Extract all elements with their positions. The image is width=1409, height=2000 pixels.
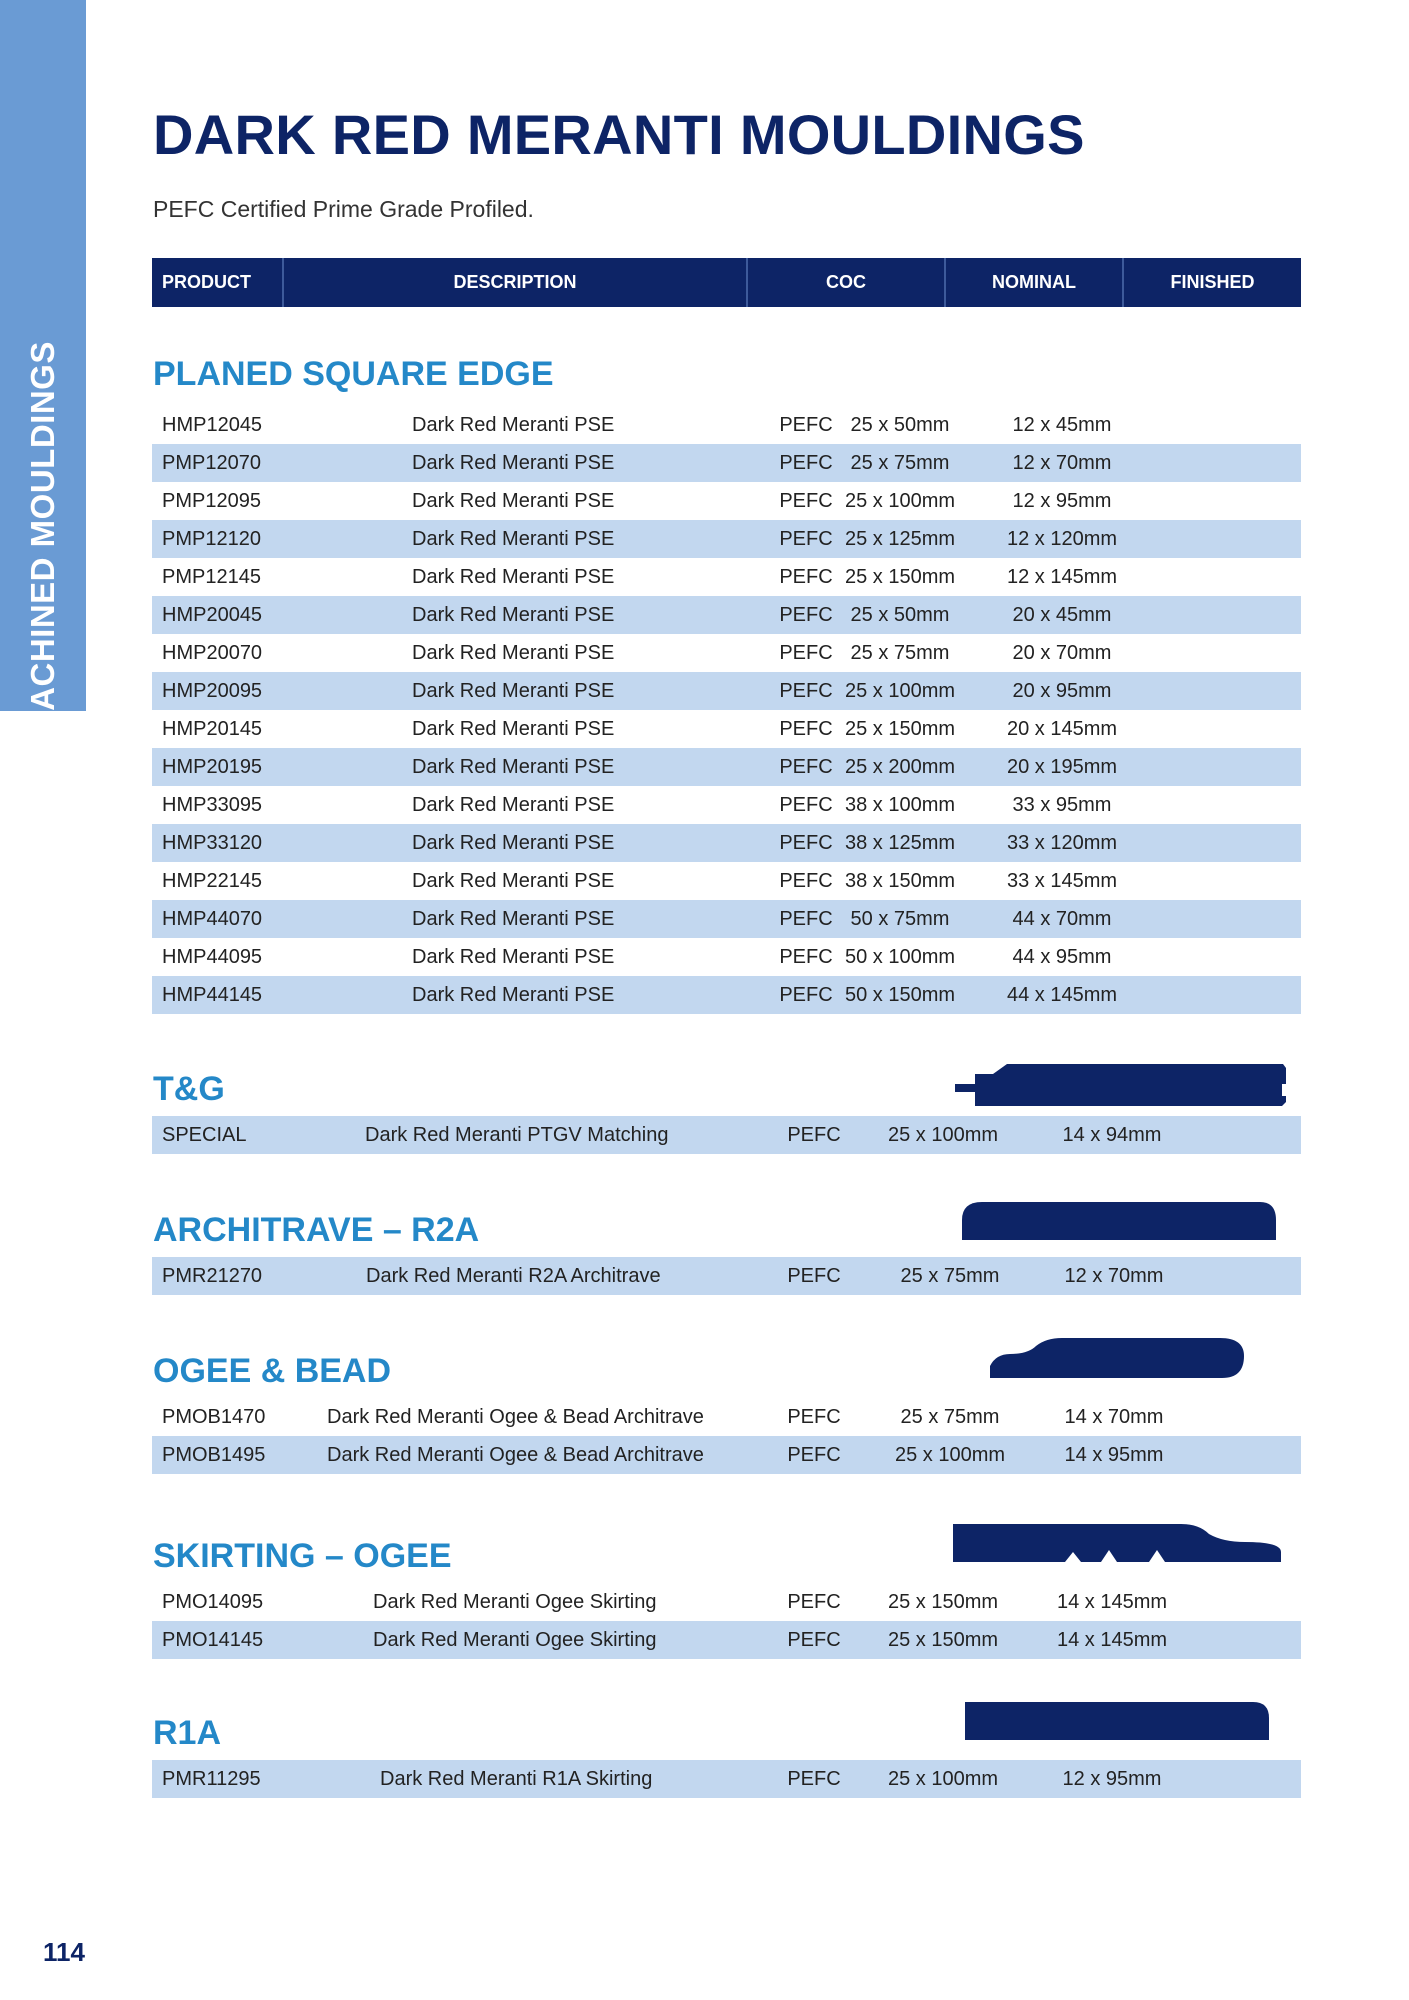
cell-coc: PEFC xyxy=(779,527,833,550)
table-row xyxy=(152,1621,1301,1659)
cell-nominal: 25 x 100mm xyxy=(894,1443,1006,1466)
cell-product: PMO14145 xyxy=(162,1628,264,1651)
table-row xyxy=(152,748,1301,786)
table-row xyxy=(152,938,1301,976)
cell-finished: 12 x 145mm xyxy=(1006,565,1118,588)
cell-product: HMP20195 xyxy=(162,755,263,778)
section-rows-tg xyxy=(152,1116,1301,1154)
cell-finished: 33 x 145mm xyxy=(1006,869,1118,892)
section-rows-pse xyxy=(152,406,1301,1014)
cell-nominal: 38 x 150mm xyxy=(844,869,956,892)
cell-finished: 44 x 95mm xyxy=(1012,945,1112,968)
cell-product: PMO14095 xyxy=(162,1590,264,1613)
cell-coc: PEFC xyxy=(779,641,833,664)
table-row xyxy=(152,710,1301,748)
cell-description: Dark Red Meranti PSE xyxy=(412,831,615,854)
cell-finished: 20 x 95mm xyxy=(1012,679,1112,702)
cell-product: HMP20095 xyxy=(162,679,263,702)
cell-description: Dark Red Meranti Ogee Skirting xyxy=(373,1628,657,1651)
col-header-coc: COC xyxy=(748,258,946,307)
cell-finished: 14 x 145mm xyxy=(1056,1628,1168,1651)
section-rows-ogee-bead xyxy=(152,1398,1301,1474)
table-row xyxy=(152,1760,1301,1798)
cell-finished: 20 x 195mm xyxy=(1006,755,1118,778)
r1a-profile-icon xyxy=(963,1700,1273,1742)
cell-finished: 14 x 70mm xyxy=(1064,1405,1164,1428)
section-title-pse: PLANED SQUARE EDGE xyxy=(153,355,554,393)
section-title-r2a: ARCHITRAVE – R2A xyxy=(153,1211,480,1249)
cell-description: Dark Red Meranti PSE xyxy=(412,565,615,588)
cell-description: Dark Red Meranti PSE xyxy=(412,983,615,1006)
cell-nominal: 25 x 200mm xyxy=(844,755,956,778)
cell-description: Dark Red Meranti PSE xyxy=(412,907,615,930)
cell-nominal: 25 x 75mm xyxy=(900,1264,1000,1287)
r2a-profile-icon xyxy=(960,1200,1280,1242)
cell-coc: PEFC xyxy=(779,603,833,626)
col-header-finished: FINISHED xyxy=(1170,272,1255,292)
cell-finished: 12 x 120mm xyxy=(1006,527,1118,550)
table-row xyxy=(152,976,1301,1014)
cell-nominal: 25 x 75mm xyxy=(850,641,950,664)
cell-product: HMP33120 xyxy=(162,831,263,854)
cell-product: HMP20045 xyxy=(162,603,263,626)
cell-coc: PEFC xyxy=(779,451,833,474)
cell-product: HMP12045 xyxy=(162,413,263,436)
cell-finished: 44 x 145mm xyxy=(1006,983,1118,1006)
cell-product: PMOB1495 xyxy=(162,1443,266,1466)
ogee-bead-profile-icon xyxy=(990,1336,1250,1380)
cell-description: Dark Red Meranti PSE xyxy=(412,945,615,968)
cell-description: Dark Red Meranti PSE xyxy=(412,489,615,512)
cell-coc: PEFC xyxy=(779,717,833,740)
cell-description: Dark Red Meranti R2A Architrave xyxy=(366,1264,661,1287)
cell-coc: PEFC xyxy=(787,1405,841,1428)
cell-product: HMP20145 xyxy=(162,717,263,740)
cell-nominal: 25 x 100mm xyxy=(844,679,956,702)
cell-description: Dark Red Meranti PSE xyxy=(412,717,615,740)
table-row xyxy=(152,634,1301,672)
cell-description: Dark Red Meranti PSE xyxy=(412,641,615,664)
col-header-description: DESCRIPTION xyxy=(284,258,748,307)
table-row xyxy=(152,824,1301,862)
cell-description: Dark Red Meranti R1A Skirting xyxy=(380,1767,653,1790)
table-row xyxy=(152,786,1301,824)
cell-coc: PEFC xyxy=(787,1590,841,1613)
table-row xyxy=(152,1398,1301,1436)
cell-product: PMP12120 xyxy=(162,527,261,550)
skirting-profile-icon xyxy=(953,1522,1285,1564)
page-title: DARK RED MERANTI MOULDINGS xyxy=(153,103,1085,166)
cell-nominal: 25 x 150mm xyxy=(844,717,956,740)
cell-description: Dark Red Meranti Ogee & Bead Architrave xyxy=(327,1405,704,1428)
cell-description: Dark Red Meranti Ogee & Bead Architrave xyxy=(327,1443,704,1466)
tg-profile-icon xyxy=(955,1062,1290,1108)
cell-description: Dark Red Meranti PTGV Matching xyxy=(365,1123,669,1146)
cell-finished: 12 x 45mm xyxy=(1012,413,1112,436)
section-title-ogee-bead: OGEE & BEAD xyxy=(153,1352,392,1390)
cell-nominal: 25 x 100mm xyxy=(844,489,956,512)
cell-description: Dark Red Meranti PSE xyxy=(412,755,615,778)
cell-description: Dark Red Meranti PSE xyxy=(412,603,615,626)
cell-finished: 33 x 95mm xyxy=(1012,793,1112,816)
cell-nominal: 25 x 150mm xyxy=(887,1590,999,1613)
cell-product: SPECIAL xyxy=(162,1123,247,1146)
cell-finished: 44 x 70mm xyxy=(1012,907,1112,930)
table-row xyxy=(152,900,1301,938)
cell-product: PMP12145 xyxy=(162,565,261,588)
table-row xyxy=(152,444,1301,482)
cell-finished: 14 x 145mm xyxy=(1056,1590,1168,1613)
cell-description: Dark Red Meranti PSE xyxy=(412,527,615,550)
side-tab xyxy=(0,0,86,739)
cell-product: HMP20070 xyxy=(162,641,263,664)
cell-finished: 14 x 95mm xyxy=(1064,1443,1164,1466)
cell-nominal: 25 x 150mm xyxy=(887,1628,999,1651)
cell-nominal: 25 x 50mm xyxy=(850,603,950,626)
table-row xyxy=(152,520,1301,558)
cell-product: PMP12095 xyxy=(162,489,261,512)
col-header-nominal: NOMINAL xyxy=(946,258,1124,307)
section-title-tg: T&G xyxy=(153,1070,225,1108)
table-row xyxy=(152,1436,1301,1474)
col-header-product: PRODUCT xyxy=(152,258,284,307)
table-row xyxy=(152,862,1301,900)
cell-coc: PEFC xyxy=(787,1264,841,1287)
cell-coc: PEFC xyxy=(779,489,833,512)
cell-finished: 12 x 95mm xyxy=(1062,1767,1162,1790)
cell-description: Dark Red Meranti Ogee Skirting xyxy=(373,1590,657,1613)
cell-coc: PEFC xyxy=(779,983,833,1006)
cell-coc: PEFC xyxy=(779,565,833,588)
table-header xyxy=(152,258,1301,307)
cell-product: HMP44070 xyxy=(162,907,263,930)
cell-coc: PEFC xyxy=(779,755,833,778)
cell-finished: 20 x 145mm xyxy=(1006,717,1118,740)
table-row xyxy=(152,1583,1301,1621)
cell-product: HMP33095 xyxy=(162,793,263,816)
cell-nominal: 50 x 100mm xyxy=(844,945,956,968)
cell-coc: PEFC xyxy=(787,1767,841,1790)
cell-product: PMR21270 xyxy=(162,1264,263,1287)
table-row xyxy=(152,482,1301,520)
table-row xyxy=(152,1257,1301,1295)
cell-finished: 20 x 45mm xyxy=(1012,603,1112,626)
cell-finished: 14 x 94mm xyxy=(1062,1123,1162,1146)
side-tab-label: MACHINED MOULDINGS xyxy=(24,341,61,739)
cell-nominal: 50 x 150mm xyxy=(844,983,956,1006)
cell-finished: 20 x 70mm xyxy=(1012,641,1112,664)
cell-nominal: 25 x 50mm xyxy=(850,413,950,436)
cell-product: HMP44145 xyxy=(162,983,263,1006)
cell-description: Dark Red Meranti PSE xyxy=(412,413,615,436)
section-rows-skirting xyxy=(152,1583,1301,1659)
cell-coc: PEFC xyxy=(787,1123,841,1146)
cell-nominal: 25 x 100mm xyxy=(887,1767,999,1790)
cell-coc: PEFC xyxy=(779,907,833,930)
page-number: 114 xyxy=(43,1937,85,1967)
section-title-skirting: SKIRTING – OGEE xyxy=(153,1537,452,1575)
section-rows-r1a xyxy=(152,1760,1301,1798)
cell-coc: PEFC xyxy=(787,1443,841,1466)
cell-nominal: 25 x 100mm xyxy=(887,1123,999,1146)
section-title-r1a: R1A xyxy=(153,1714,222,1752)
cell-nominal: 25 x 150mm xyxy=(844,565,956,588)
page-subtitle: PEFC Certified Prime Grade Profiled. xyxy=(153,196,534,222)
cell-nominal: 25 x 75mm xyxy=(850,451,950,474)
cell-finished: 12 x 70mm xyxy=(1012,451,1112,474)
cell-coc: PEFC xyxy=(779,869,833,892)
section-rows-r2a xyxy=(152,1257,1301,1295)
cell-product: PMP12070 xyxy=(162,451,261,474)
cell-product: HMP44095 xyxy=(162,945,263,968)
cell-nominal: 38 x 125mm xyxy=(844,831,956,854)
cell-nominal: 38 x 100mm xyxy=(844,793,956,816)
cell-coc: PEFC xyxy=(779,831,833,854)
table-row xyxy=(152,1116,1301,1154)
cell-finished: 33 x 120mm xyxy=(1006,831,1118,854)
cell-nominal: 25 x 125mm xyxy=(844,527,956,550)
cell-description: Dark Red Meranti PSE xyxy=(412,869,615,892)
cell-description: Dark Red Meranti PSE xyxy=(412,679,615,702)
table-row xyxy=(152,672,1301,710)
cell-coc: PEFC xyxy=(779,945,833,968)
cell-product: HMP22145 xyxy=(162,869,263,892)
cell-finished: 12 x 95mm xyxy=(1012,489,1112,512)
table-row xyxy=(152,406,1301,444)
cell-coc: PEFC xyxy=(779,793,833,816)
cell-description: Dark Red Meranti PSE xyxy=(412,451,615,474)
cell-coc: PEFC xyxy=(787,1628,841,1651)
cell-nominal: 25 x 75mm xyxy=(900,1405,1000,1428)
cell-finished: 12 x 70mm xyxy=(1064,1264,1164,1287)
cell-product: PMOB1470 xyxy=(162,1405,266,1428)
cell-product: PMR11295 xyxy=(162,1767,261,1790)
cell-description: Dark Red Meranti PSE xyxy=(412,793,615,816)
cell-coc: PEFC xyxy=(779,413,833,436)
cell-nominal: 50 x 75mm xyxy=(850,907,950,930)
table-row xyxy=(152,558,1301,596)
cell-coc: PEFC xyxy=(779,679,833,702)
table-row xyxy=(152,596,1301,634)
